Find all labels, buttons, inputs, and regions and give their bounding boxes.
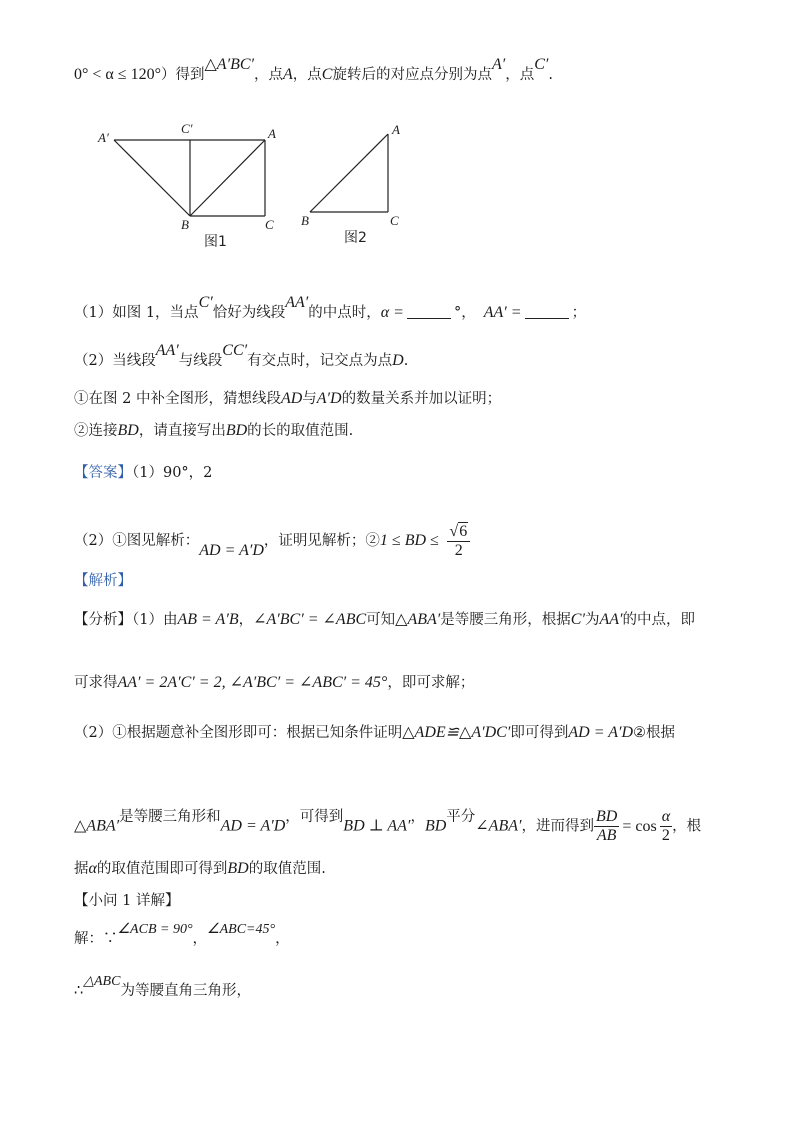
sol1-eq1: ∠ACB = 90° bbox=[117, 922, 193, 937]
fig2-label-a: A bbox=[392, 122, 400, 137]
answer-denominator: 2 bbox=[454, 542, 463, 559]
fig1-caption: 图1 bbox=[204, 234, 227, 250]
analysis1-text-4: 是等腰三角形，根据 bbox=[440, 612, 571, 628]
fig1-label-c: C bbox=[265, 217, 274, 232]
q1-text-1: （1）如图 1，当点 bbox=[74, 305, 199, 321]
question-2 bbox=[74, 342, 740, 372]
analysis4-text-2: ，可得到 bbox=[285, 808, 344, 825]
analysis4-perp: BD ⊥ AA′ bbox=[343, 817, 411, 835]
analysis-line-3 bbox=[74, 722, 740, 744]
answer-line-1 bbox=[74, 462, 740, 484]
sol2-tri: △ABC bbox=[83, 974, 121, 989]
analysis1-tri: △ABA′ bbox=[395, 611, 441, 628]
fig1-label-a-prime: A′ bbox=[98, 130, 109, 145]
analysis1-eq1: AB = A′B bbox=[177, 611, 239, 628]
q2-point-d: D bbox=[392, 352, 404, 369]
figure-2 bbox=[310, 134, 388, 212]
q1-blank-length bbox=[525, 304, 569, 319]
analysis4-fraction-bd-ab bbox=[594, 808, 619, 845]
rotation-range: 0° < α ≤ 120° bbox=[74, 66, 161, 83]
intro-text-2: ，点 bbox=[254, 67, 284, 83]
q2a-text-1: ①在图 2 中补全图形，猜想线段 bbox=[74, 391, 281, 407]
sol1-text-3: ， bbox=[275, 931, 290, 947]
point-a-prime: A′ bbox=[491, 56, 506, 73]
q2-aa-prime: AA′ bbox=[155, 342, 179, 359]
q1-aa-prime: AA′ bbox=[285, 294, 309, 311]
intro-text-3: ，点 bbox=[292, 67, 322, 83]
q2a-text-3: 的数量关系并加以证明； bbox=[341, 391, 502, 407]
analysis5-text-1: 据 bbox=[74, 861, 89, 877]
geometry-figures bbox=[0, 118, 800, 288]
rotated-triangle: △A′BC′ bbox=[204, 56, 255, 73]
analysis-line-1 bbox=[74, 609, 740, 631]
analysis1-text-1: 【分析】（1）由 bbox=[74, 612, 178, 628]
analysis3-text-2: 即可得到 bbox=[510, 725, 569, 741]
answer-tag: 【答案】 bbox=[74, 465, 132, 481]
question-2b bbox=[74, 420, 740, 442]
analysis1-text-5: 为 bbox=[584, 612, 600, 628]
fraction-denominator: AB bbox=[596, 827, 617, 844]
analysis1-text-3: 可知 bbox=[366, 612, 396, 628]
analysis1-aa-prime: AA′ bbox=[599, 611, 623, 628]
fig2-label-b: B bbox=[301, 213, 309, 228]
analysis-line-2 bbox=[74, 672, 740, 694]
q2a-a-prime-d: A′D bbox=[316, 390, 342, 407]
analysis-line-5 bbox=[74, 858, 740, 880]
fig2-caption: 图2 bbox=[344, 230, 367, 246]
sol1-text-1: 解：∵ bbox=[74, 931, 118, 947]
analysis4-text-4: 平分 bbox=[446, 808, 476, 825]
analysis1-text-2: ， bbox=[238, 612, 254, 628]
alpha-numerator: α bbox=[661, 808, 671, 825]
fraction-numerator: BD bbox=[596, 808, 618, 825]
sol2-text-1: ∴ bbox=[74, 983, 84, 999]
answer-line-2 bbox=[74, 522, 740, 560]
q1-alpha-eq: α = bbox=[380, 304, 404, 321]
q2a-ad: AD bbox=[280, 390, 303, 407]
analysis1-eq2: ∠A′BC′ = ∠ABC bbox=[253, 611, 367, 628]
q1-blank-alpha bbox=[407, 304, 451, 319]
q2-text-2: 与线段 bbox=[178, 353, 223, 369]
alpha-denominator: 2 bbox=[661, 827, 670, 844]
q1-degree: °， bbox=[453, 305, 476, 321]
intro-text-6: . bbox=[548, 67, 554, 83]
fig1-label-a: A bbox=[268, 126, 276, 141]
analysis5-text-3: 的取值范围. bbox=[248, 861, 326, 877]
answer-sqrt-6: 6 bbox=[459, 523, 468, 540]
detail-tag: 【小问 1 详解】 bbox=[74, 893, 180, 909]
question-2a bbox=[74, 388, 740, 410]
q2a-text-2: 与 bbox=[302, 391, 317, 407]
analysis3-text-3: ②根据 bbox=[633, 725, 676, 741]
q1-text-3: 的中点时， bbox=[308, 305, 381, 321]
fig1-segment-a-prime-b bbox=[114, 140, 190, 216]
sol1-text-2: ， bbox=[192, 931, 208, 947]
analysis3-congruence: △ADE≌△A′DC′ bbox=[402, 724, 511, 741]
intro-text-5: ，点 bbox=[505, 67, 535, 83]
sol1-eq2: ∠ABC=45° bbox=[207, 922, 276, 937]
analysis2-text-1: 可求得 bbox=[74, 675, 118, 691]
point-c-prime: C′ bbox=[534, 56, 549, 73]
intro-line bbox=[74, 56, 740, 86]
sol2-text-2: 为等腰直角三角形， bbox=[120, 983, 251, 999]
q1-text-2: 恰好为线段 bbox=[212, 305, 286, 321]
jiexi-tag: 【解析】 bbox=[74, 573, 132, 589]
q1-end: ； bbox=[571, 305, 587, 321]
fig2-segment-b-a bbox=[310, 134, 388, 212]
answer-sqrt-fraction: $\frac{√6}{2}$ bbox=[447, 522, 470, 560]
analysis3-text-1: （2）①根据题意补全图形即可：根据已知条件证明 bbox=[74, 725, 403, 741]
analysis4-text-3: ， bbox=[410, 808, 425, 825]
question-1 bbox=[74, 294, 740, 324]
q2b-text-3: 的长的取值范围. bbox=[247, 423, 354, 439]
analysis4-tri: △ABA′ bbox=[74, 817, 120, 835]
q2b-bd: BD bbox=[117, 422, 139, 439]
solution-line-2 bbox=[74, 974, 740, 1003]
q1-c-prime: C′ bbox=[198, 294, 213, 311]
analysis2-eq: AA′ = 2A′C′ = 2, ∠A′BC′ = ∠ABC′ = 45° bbox=[117, 674, 388, 691]
analysis5-alpha: α bbox=[88, 860, 97, 877]
q2-text-1: （2）当线段 bbox=[74, 353, 156, 369]
q2-text-3: 有交点时，记交点为点 bbox=[247, 353, 393, 369]
analysis4-bd: BD bbox=[424, 817, 447, 835]
q1-aa-prime-eq: AA′ = bbox=[483, 304, 522, 321]
fig2-label-c: C bbox=[390, 213, 399, 228]
detail-heading bbox=[74, 890, 740, 912]
analysis-line-4 bbox=[74, 808, 740, 845]
analysis4-cos: = cos bbox=[622, 817, 657, 835]
analysis4-eq1: AD = A′D bbox=[220, 817, 286, 835]
fig1-segment-b-a bbox=[190, 140, 265, 216]
analysis3-eq: AD = A′D bbox=[568, 724, 634, 741]
answer-part-2-text-2: ，证明见解析；② bbox=[263, 533, 380, 549]
q2-text-4: . bbox=[403, 353, 409, 369]
jiexi-heading bbox=[74, 570, 740, 592]
answer-part-1: （1）90°，2 bbox=[132, 465, 213, 481]
point-c: C bbox=[321, 66, 333, 83]
analysis2-text-2: ，即可求解； bbox=[387, 675, 475, 691]
analysis5-bd: BD bbox=[227, 860, 249, 877]
analysis1-c-prime: C′ bbox=[570, 611, 585, 628]
point-a: A bbox=[283, 66, 293, 83]
solution-line-1 bbox=[74, 922, 740, 951]
figure-1 bbox=[114, 140, 265, 216]
answer-bd-range: 1 ≤ BD ≤ bbox=[379, 532, 439, 549]
analysis5-text-2: 的取值范围即可得到 bbox=[96, 861, 228, 877]
analysis4-angle: ∠ABA′ bbox=[475, 817, 522, 835]
analysis4-text-1: 是等腰三角形和 bbox=[119, 808, 221, 825]
answer-ad-eq: AD = A′D bbox=[199, 542, 264, 559]
q2-cc-prime: CC′ bbox=[222, 342, 248, 359]
analysis4-text-6: ，根 bbox=[672, 818, 702, 835]
analysis4-text-5: ，进而得到 bbox=[521, 818, 594, 835]
analysis4-fraction-alpha bbox=[660, 808, 672, 845]
fig1-label-c-prime: C′ bbox=[181, 121, 193, 136]
analysis1-text-6: 的中点，即 bbox=[622, 612, 695, 628]
q2b-text-2: ，请直接写出 bbox=[138, 423, 226, 439]
fig1-label-b: B bbox=[181, 217, 189, 232]
intro-text-4: 旋转后的对应点分别为点 bbox=[332, 67, 492, 83]
q2b-text-1: ②连接 bbox=[74, 423, 118, 439]
answer-part-2-text-1: （2）①图见解析： bbox=[74, 533, 200, 549]
q2b-bd-2: BD bbox=[225, 422, 248, 439]
intro-text-1: ）得到 bbox=[160, 67, 205, 83]
